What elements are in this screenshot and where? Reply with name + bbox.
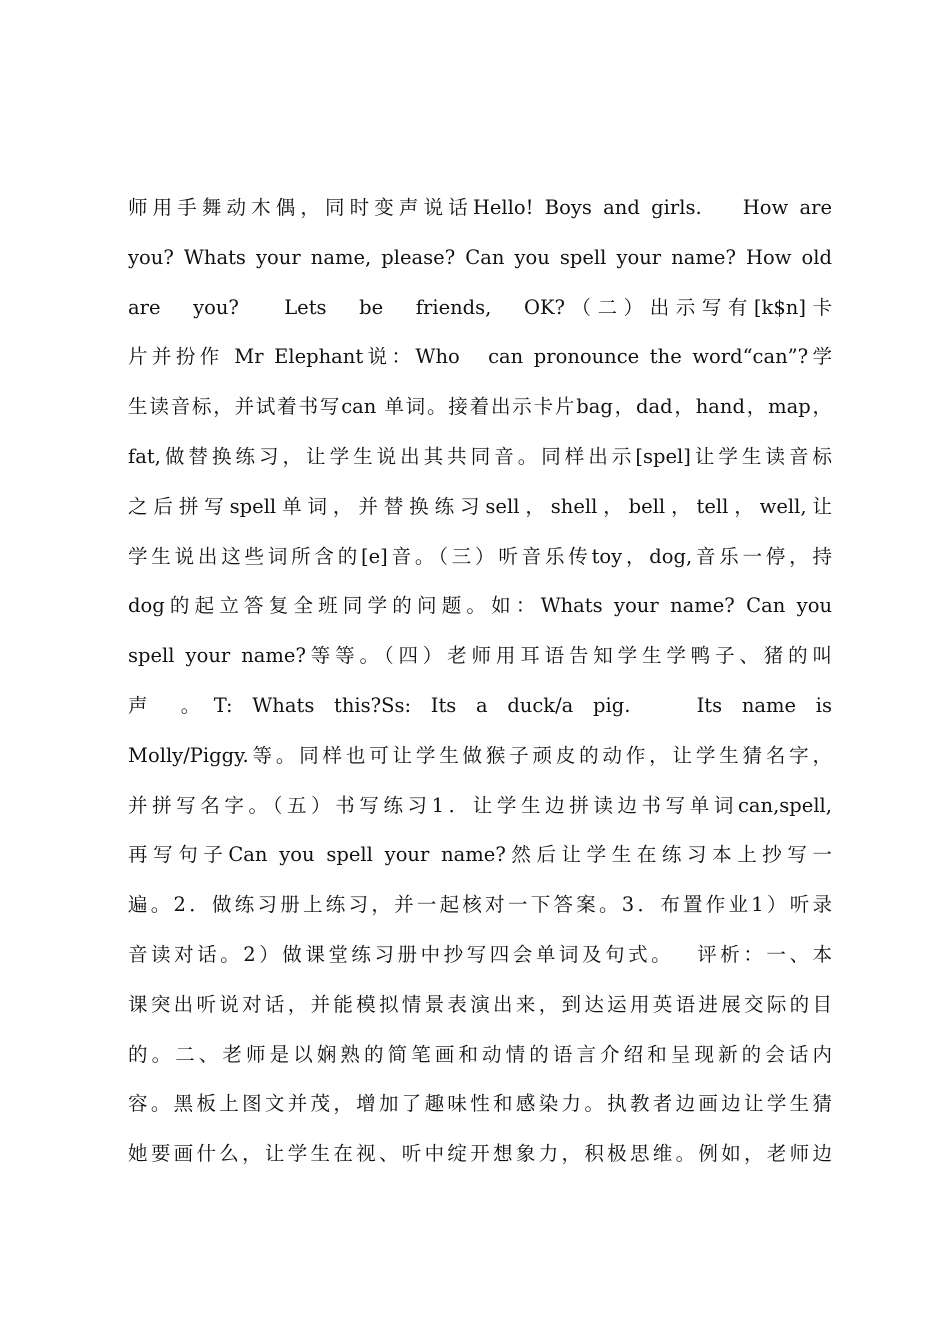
text-line: 声 。T: Whats this?Ss: Its a duck/a pig. Its name is xyxy=(128,693,832,717)
text-line: 的。二、老师是以娴熟的简笔画和动情的语言介绍和呈现新的会话内 xyxy=(128,1042,832,1066)
text-line: 课突出听说对话，并能模拟情景表演出来，到达运用英语进展交际的目 xyxy=(128,992,832,1016)
text-line: 遍。2．做练习册上练习，并一起核对一下答案。3．布置作业1）听录 xyxy=(128,893,832,917)
text-line: 生读音标，并试着书写can 单词。接着出示卡片bag，dad，hand，map， xyxy=(128,395,832,419)
text-line: you? Whats your name, please? Can you spell your name? How old xyxy=(128,245,832,269)
text-line: 再写句子Can you spell your name?然后让学生在练习本上抄写一 xyxy=(128,843,832,867)
text-line: are you? Lets be friends, OK?（二）出示写有[k$n]卡 xyxy=(128,295,832,319)
text-line: 片并扮作 Mr Elephant说：Who can pronounce the word“can”?学 xyxy=(128,345,832,369)
text-line: 并拼写名字。（五）书写练习1．让学生边拼读边书写单词can,spell, xyxy=(128,793,832,817)
text-line: dog的起立答复全班同学的问题。如：Whats your name? Can you xyxy=(128,594,832,618)
text-line: spell your name?等等。（四）老师用耳语告知学生学鸭子、猪的叫 xyxy=(128,644,832,668)
text-line: 之后拼写spell单词，并替换练习sell，shell，bell，tell，well,让 xyxy=(128,494,832,518)
body-text xyxy=(128,183,832,1179)
text-line: 容。黑板上图文并茂，增加了趣味性和感染力。执教者边画边让学生猜 xyxy=(128,1092,832,1116)
text-line: 学生说出这些词所含的[e]音。（三）听音乐传toy，dog,音乐一停，持 xyxy=(128,544,832,568)
text-line: 她要画什么，让学生在视、听中绽开想象力，积极思维。例如，老师边 xyxy=(128,1142,832,1166)
text-line: fat,做替换练习，让学生说出其共同音。同样出示[spel]让学生读音标 xyxy=(128,444,832,468)
text-line: 音读对话。2）做课堂练习册中抄写四会单词及句式。 评析：一、本 xyxy=(128,942,832,966)
text-line: Molly/Piggy.等。同样也可让学生做猴子顽皮的动作，让学生猜名字， xyxy=(128,743,832,767)
text-line: 师用手舞动木偶，同时变声说话Hello! Boys and girls. How are xyxy=(128,196,832,219)
